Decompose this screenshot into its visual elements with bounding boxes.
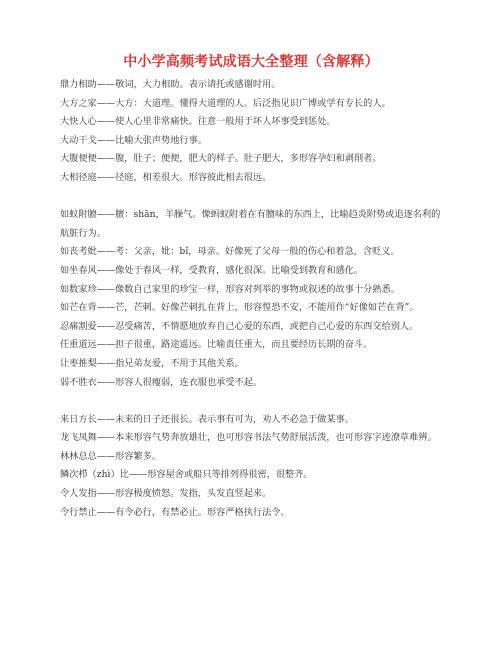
idiom-group-1 [60,76,446,188]
idiom-entry: 弱不胜衣——形容人很瘦弱，连衣服也承受不起。 [60,376,263,388]
document-body [60,76,446,522]
idiom-entry: 大快人心——使人心里非常痛快。往意一般用于坏人坏事受到惩处。 [60,116,336,128]
idiom-entry: 大腹便便——腹，肚子；便便，肥大的样子。肚子肥大，多形容孕妇和剥削者。 [60,153,382,165]
idiom-entry: 令行禁止——有令必行，有禁必止。形容严格执行法令。 [60,506,290,518]
idiom-entry: 令人发指——形容极度愤怒。发指，头发直竖起来。 [60,488,272,500]
idiom-entry: 如芒在背——芒，芒刺。好像芒刺扎在背上，形容惶恐不安，不能用作“好像如芒在背”。 [60,302,419,314]
idiom-entry: 龙飞凤舞——本来形容气势奔放雄壮，也可形容书法气势舒展活泼，也可形容字迹潦草难辨。 [60,432,437,444]
paragraph-spacer [60,188,446,207]
idiom-entry: 林林总总——形容繁多。 [60,450,162,462]
idiom-group-2 [60,206,446,392]
idiom-entry: 鼎力相助——敬词，大力相助。表示请托或感谢时用。 [60,79,281,90]
idiom-group-3 [60,411,446,523]
idiom-entry: 如蚁附膻——膻：shān，羊臊气。像蚂蚁附着在有膻味的东西上，比喻趋炎附势或追逐名利的航脏行为。 [60,209,441,239]
idiom-entry: 大相径庭——径庭，相差很大。形容彼此相去很远。 [60,171,272,183]
idiom-entry: 大动干戈——比喻大张声势地行事。 [60,134,207,146]
document-title: 中小学高频考试成语大全整理（含解释） [123,54,379,70]
idiom-entry: 大方之家——大方：大道理。懂得大道理的人。后泛指见识广博或学有专长的人。 [60,97,391,109]
idiom-entry: 让枣推梨——指兄弟友爱，不用于其他关系。 [60,357,244,369]
idiom-entry: 鳞次栉（zhì）比——形容屋舍或船只等排列得很密，很整齐。 [60,469,313,481]
idiom-entry: 忍痛割爱——忍受痛苦，不情愿地放弃自己心爱的东西，或把自己心爱的东西交给别人。 [60,320,419,332]
idiom-entry: 如数家珍——像数自己家里的珍宝一样，形容对列举的事物或叙述的故事十分熟悉。 [60,283,400,295]
idiom-entry: 任重道远——担子很重，路途遥远。比喻责任重大，而且要经历长期的奋斗。 [60,339,373,351]
idiom-entry: 如丧考妣——考：父亲，妣：bǐ，母亲。好像死了父母一般的伤心和着急，含贬义。 [60,246,400,258]
idiom-entry: 来日方长——未来的日子还很长。表示事有可为，劝人不必急于做某事。 [60,413,354,425]
paragraph-spacer [60,392,446,411]
idiom-entry: 如坐春风——像处于春风一样，受教育，感化很深。比喻受到教育和感化。 [60,264,364,276]
